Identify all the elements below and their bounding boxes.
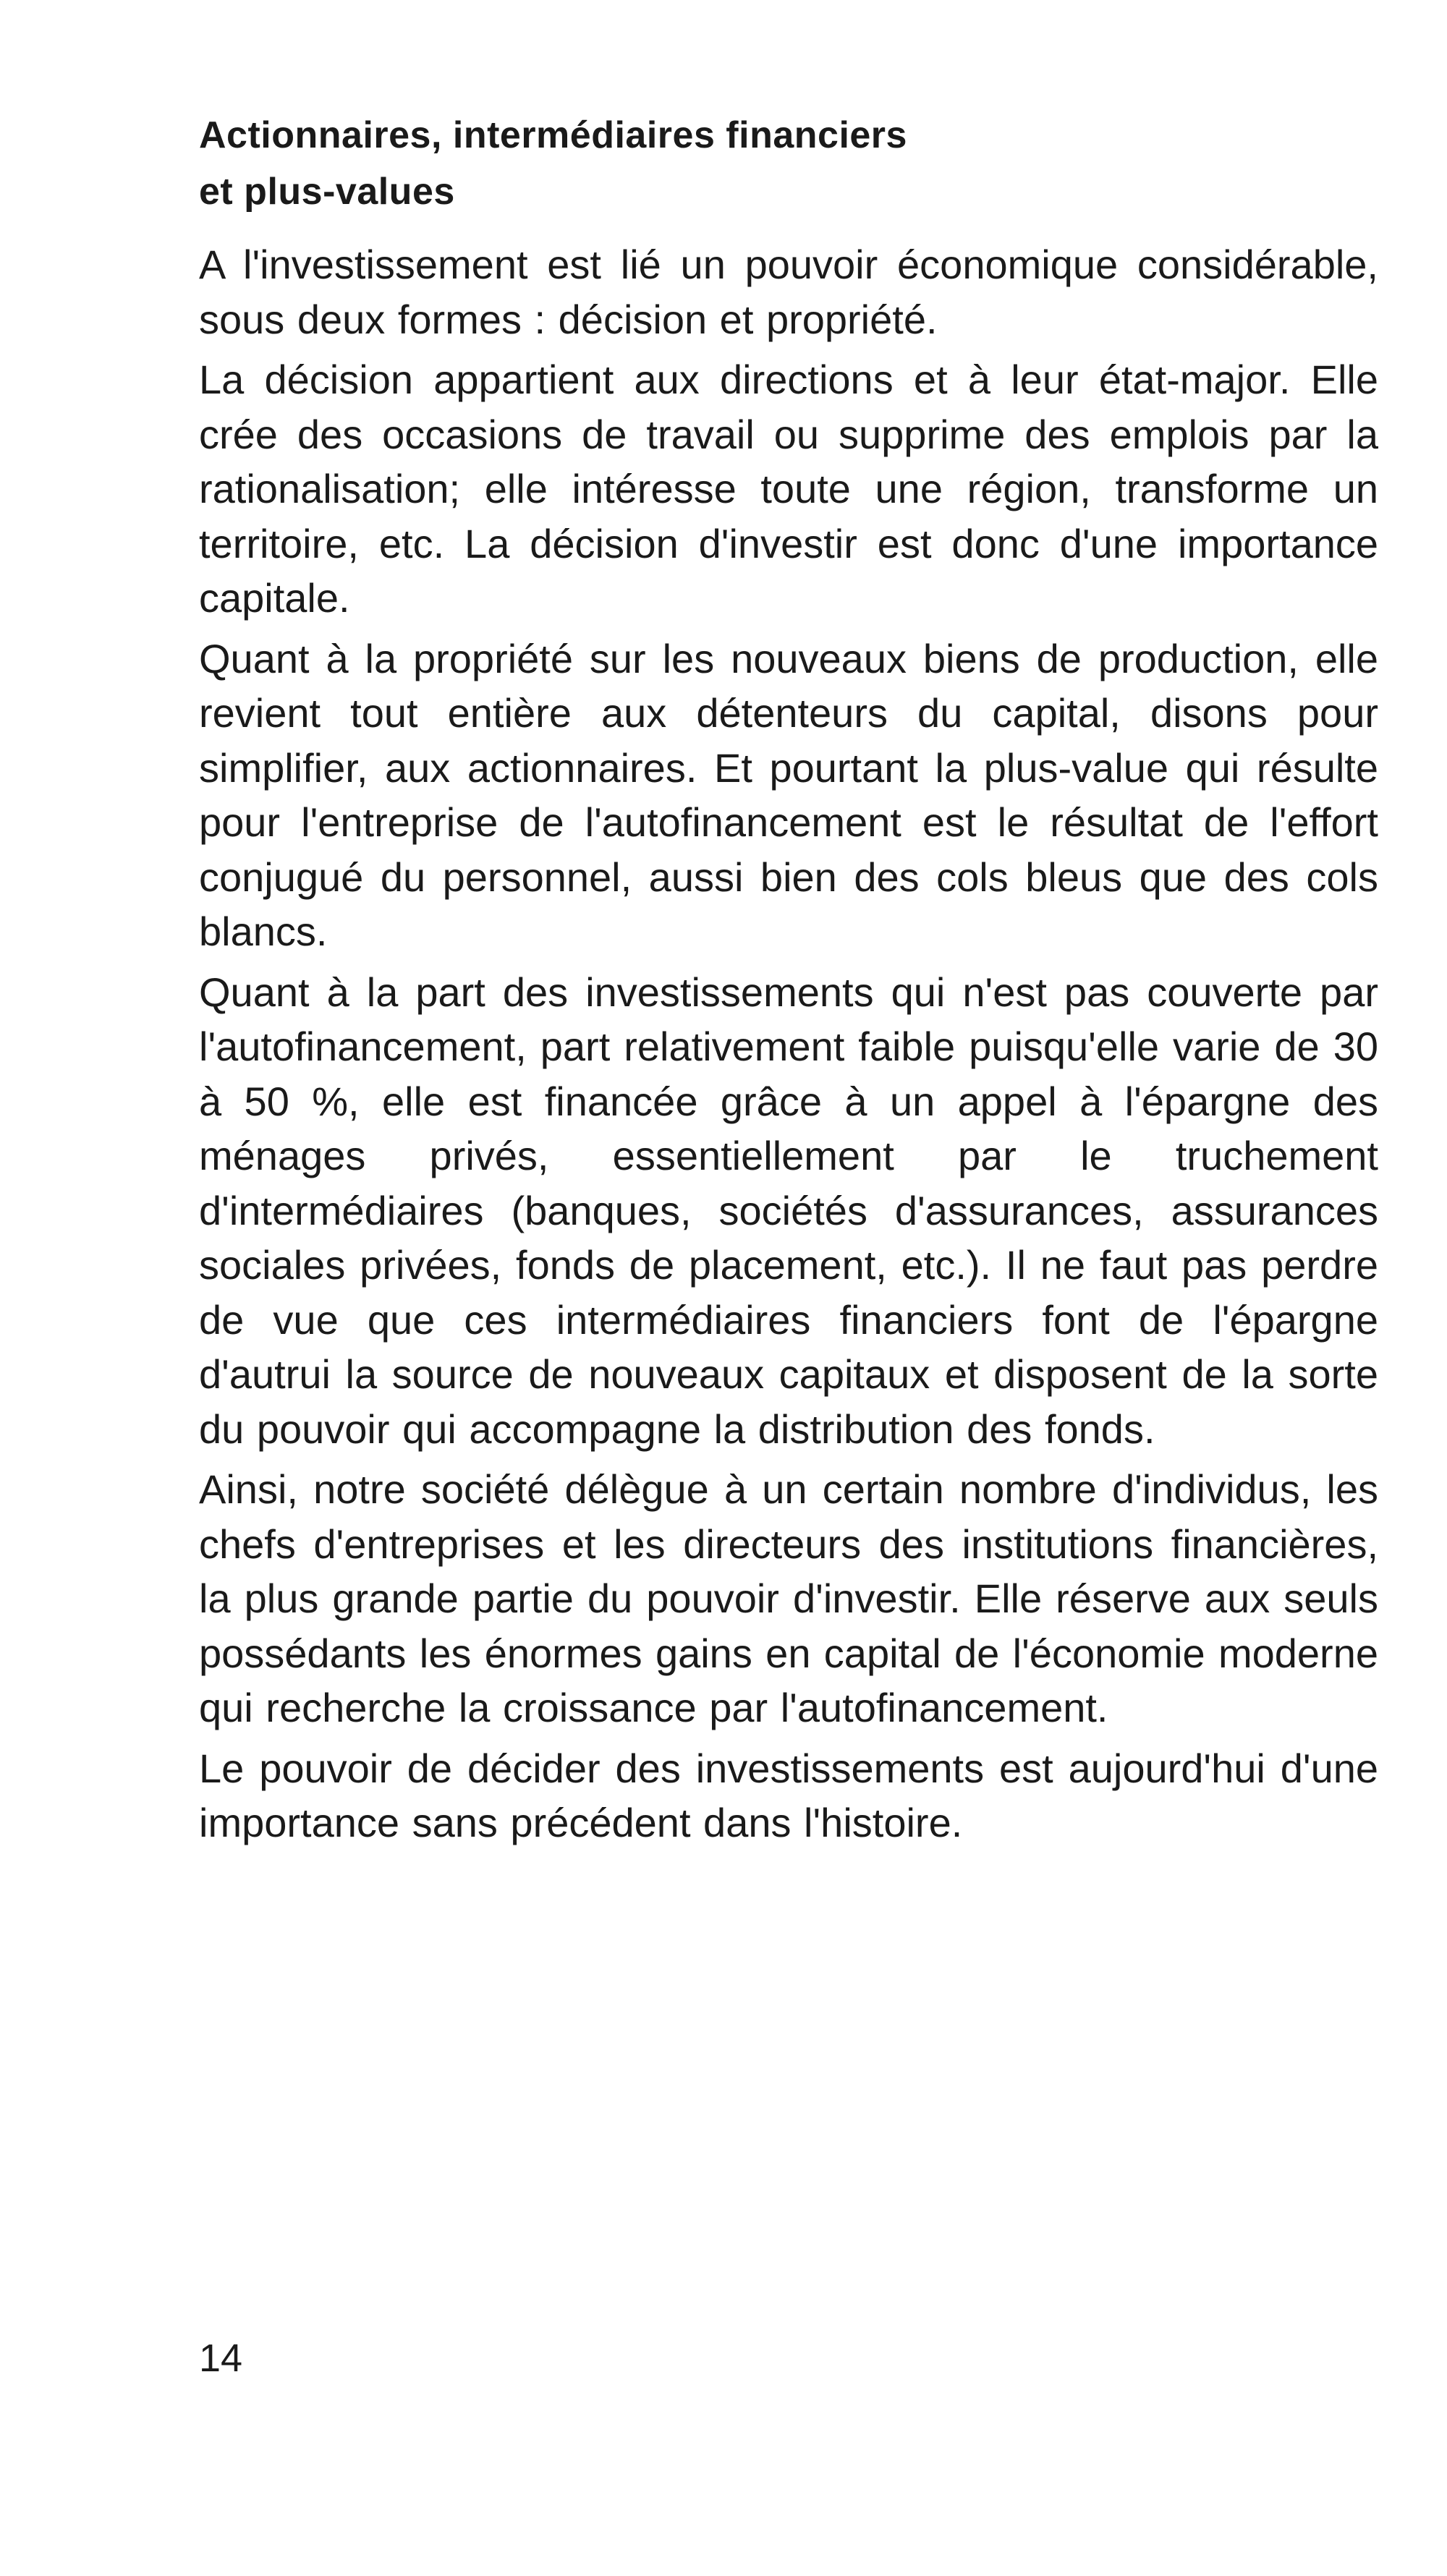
- section-heading-line-2: et plus-values: [199, 171, 455, 213]
- section-heading: [199, 107, 1378, 220]
- paragraph-5: Ainsi, notre société délègue à un certain nombre d'individus, les chefs d'entreprises et les directeurs des institutions financières, la plus grande partie du pouvoir d'investir. Elle réserve aux seuls possédants les énormes gains en capital de l'économie moderne qui recherche la croissance par l'autofinancement.: [199, 1466, 1378, 1730]
- paragraph-2: La décision appartient aux directions et à leur état-major. Elle crée des occasions de travail ou supprime des emplois par la rationalisation; elle intéresse toute une région, transforme un territoire, etc. La décision d'investir est donc d'une importance capitale.: [199, 357, 1378, 621]
- paragraph-6: Le pouvoir de décider des investissements est aujourd'hui d'une importance sans précédent dans l'histoire.: [199, 1745, 1378, 1845]
- paragraph-3: Quant à la propriété sur les nouveaux biens de production, elle revient tout entière aux détenteurs du capital, disons pour simplifier, aux actionnaires. Et pourtant la plus-value qui résulte pour l'entreprise de l'autofinancement est le résultat de l'effort conjugué du personnel, aussi bien des cols bleus que des cols blancs.: [199, 635, 1378, 954]
- paragraph-1: A l'investissement est lié un pouvoir économique considérable, sous deux formes : décision et propriété.: [199, 242, 1378, 342]
- book-page: [199, 0, 1378, 2576]
- body-text: [199, 237, 1378, 1856]
- section-heading-line-1: Actionnaires, intermédiaires financiers: [199, 114, 907, 156]
- paragraph-4: Quant à la part des investissements qui n'est pas couverte par l'autofinancement, part relativement faible puisqu'elle varie de 30 à 50 %, elle est financée grâce à un appel à l'épargne des ménages privés, essentiellement par le truchement d'intermédiaires (banques, sociétés d'assurances, assurances sociales privées, fonds de placement, etc.). Il ne faut pas perdre de vue que ces intermédiaires financiers font de l'épargne d'autrui la source de nouveaux capitaux et disposent de la sorte du pouvoir qui accompagne la distribution des fonds.: [199, 969, 1378, 1452]
- page-number: 14: [199, 2337, 243, 2380]
